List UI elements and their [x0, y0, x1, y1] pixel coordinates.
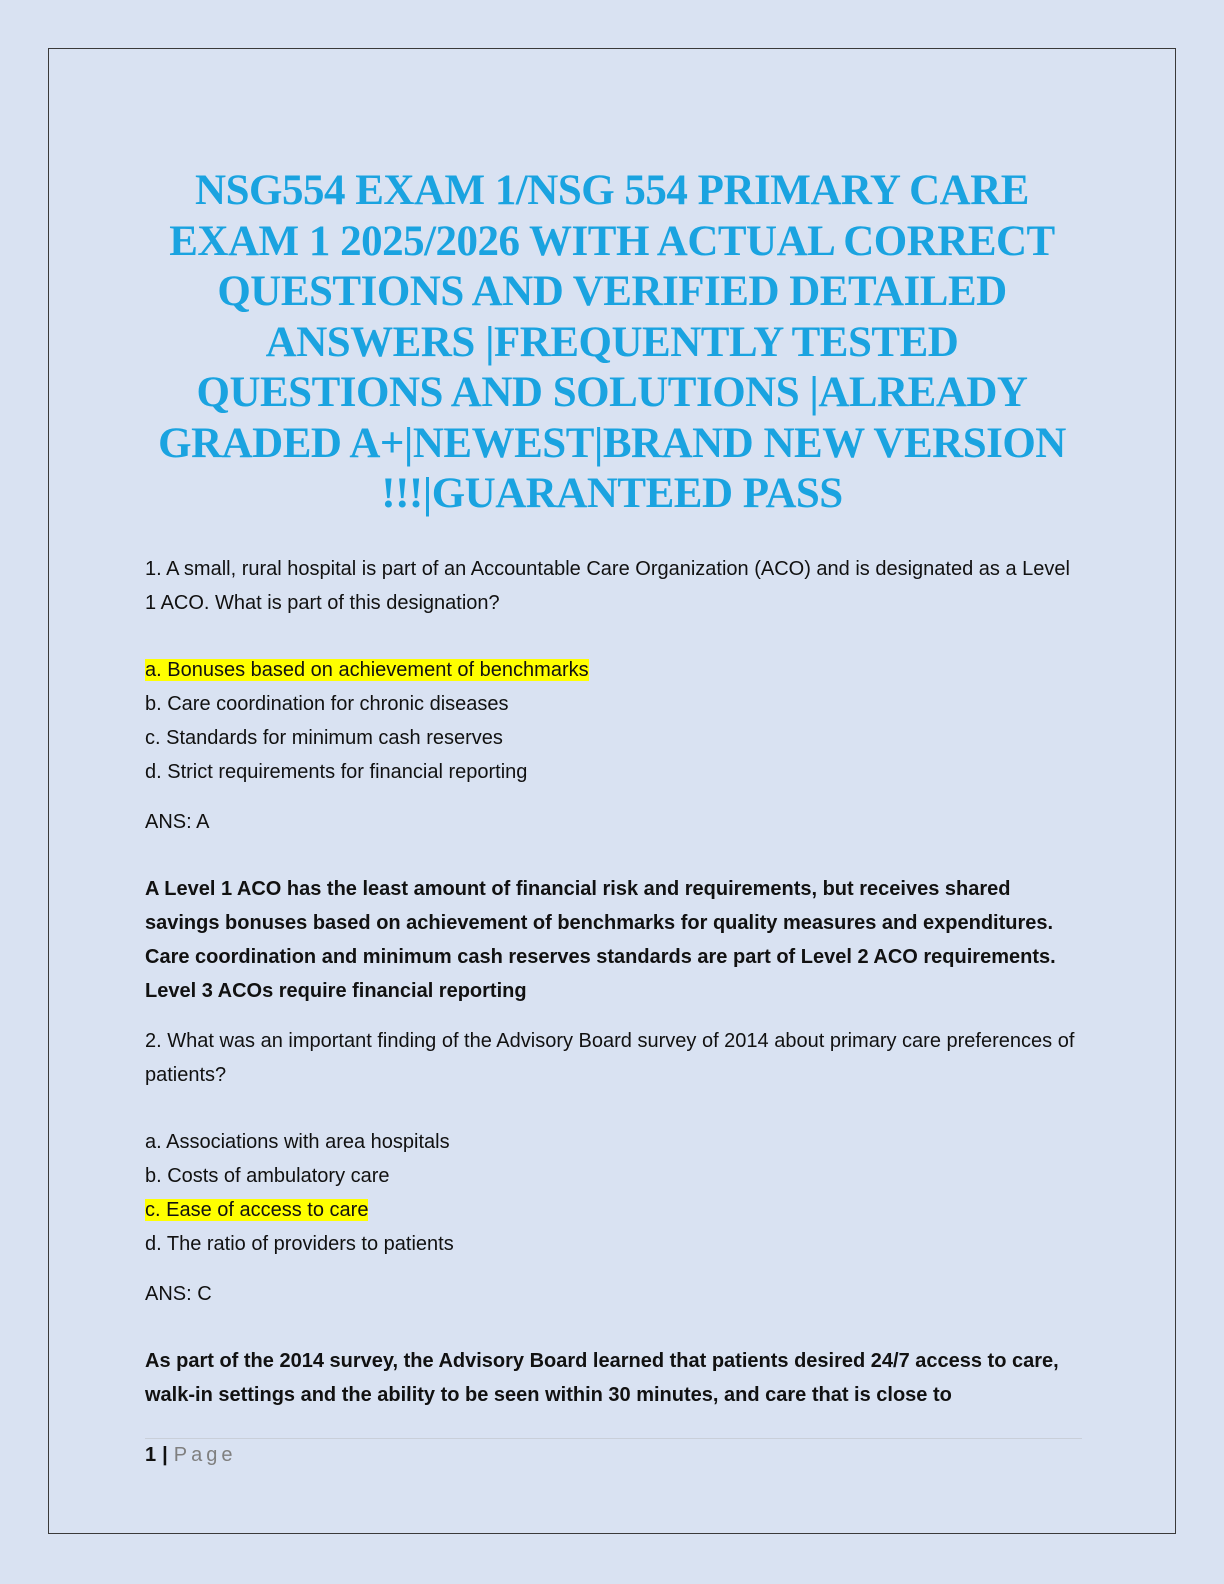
footer-separator: | — [162, 1444, 168, 1466]
option-c — [145, 1193, 1080, 1227]
document-title: NSG554 EXAM 1/NSG 554 PRIMARY CARE EXAM 1 2025/2026 WITH ACTUAL CORRECT QUESTIONS AND VERIFIED DETAILED ANSWERS |FREQUENTLY TESTED QUESTIONS AND SOLUTIONS |ALREADY GRADED A+|NEWEST|BRAND NEW VERSION !!!|GUARANTEED PASS — [158, 167, 1066, 517]
answer-key: ANS: A — [145, 811, 210, 833]
question-stem: 1. A small, rural hospital is part of an Accountable Care Organization (ACO) and is designated as a Level 1 ACO. What is part of this designation? — [145, 558, 1070, 614]
footer-divider — [145, 1438, 1082, 1439]
answer-rationale: A Level 1 ACO has the least amount of financial risk and requirements, but receives shared savings bonuses based on achievement of benchmarks for quality measures and expenditures. Care coordination and minimum cash reserves standards are part of Level 2 ACO requirements. Level 3 ACOs require financial reporting — [145, 878, 1056, 1002]
highlighted-option: a. Bonuses based on achievement of benchmarks — [145, 659, 589, 681]
answer-options — [145, 653, 1080, 789]
option-a: a. Associations with area hospitals — [145, 1131, 450, 1153]
question-stem: 2. What was an important finding of the Advisory Board survey of 2014 about primary care preferences of patients? — [145, 1030, 1075, 1086]
option-d: d. The ratio of providers to patients — [145, 1233, 454, 1255]
answer-rationale: As part of the 2014 survey, the Advisory Board learned that patients desired 24/7 access to care, walk-in settings and the ability to be seen within 30 minutes, and care that is close to — [145, 1350, 1059, 1406]
highlighted-option: c. Ease of access to care — [145, 1199, 369, 1221]
page-label: Page — [173, 1444, 237, 1466]
answer-key: ANS: C — [145, 1283, 212, 1305]
option-b: b. Costs of ambulatory care — [145, 1165, 390, 1187]
question-2 — [145, 1024, 1080, 1412]
option-d: d. Strict requirements for financial reporting — [145, 761, 528, 783]
page-number: 1 — [145, 1444, 157, 1466]
option-a — [145, 653, 1080, 687]
page-footer — [145, 1443, 236, 1467]
option-b: b. Care coordination for chronic diseases — [145, 693, 509, 715]
option-c: c. Standards for minimum cash reserves — [145, 727, 503, 749]
answer-options — [145, 1125, 1080, 1261]
question-1 — [145, 552, 1080, 1008]
document-body — [145, 552, 1080, 1428]
